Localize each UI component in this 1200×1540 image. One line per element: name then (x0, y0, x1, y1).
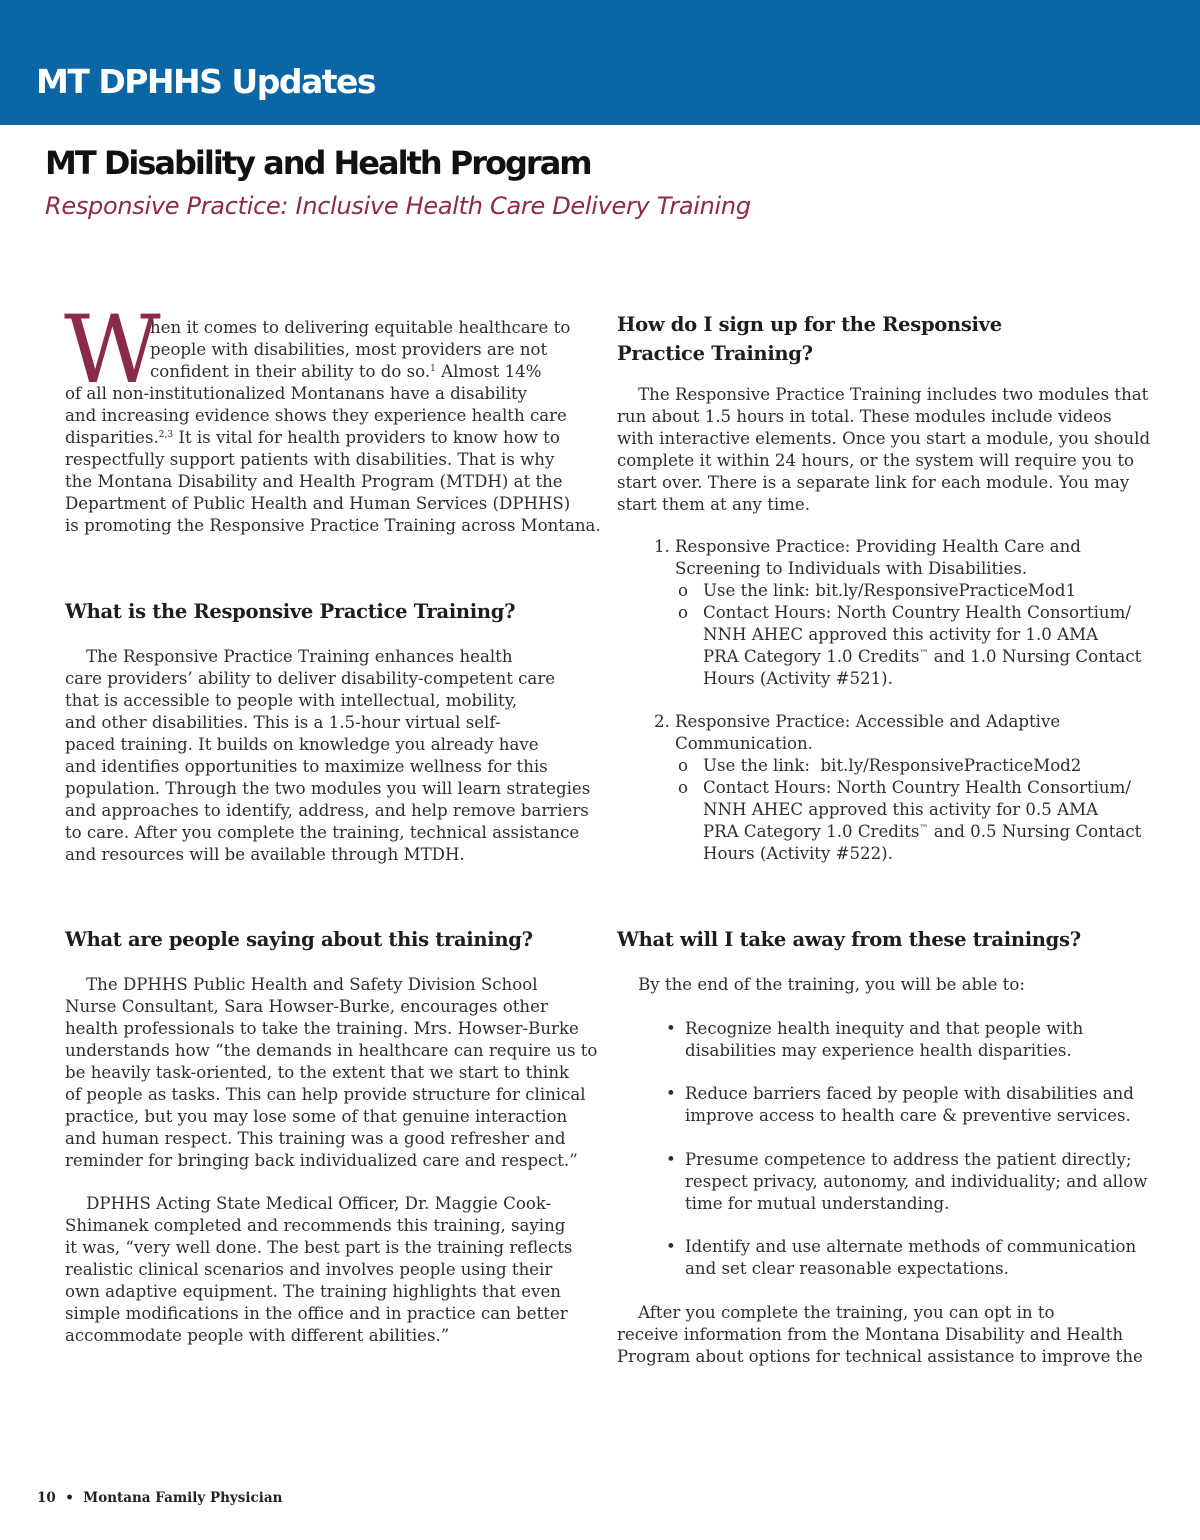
text-line: paced training. It builds on knowledge you already have (65, 735, 539, 754)
footer-separator: • (65, 1490, 74, 1506)
text-line: be heavily task-oriented, to the extent that we start to think (65, 1063, 570, 1082)
text-line: The DPHHS Public Health and Safety Division School (65, 975, 538, 994)
text-line: and human respect. This training was a good refresher and (65, 1129, 566, 1148)
footnote-ref: 1 (430, 364, 436, 374)
sub-bullet-marker: o (678, 756, 688, 775)
contact-hours-line: Contact Hours: North Country Health Consortium/ (703, 778, 1131, 797)
module-1 (617, 536, 1177, 690)
module-number: 1. (654, 537, 670, 556)
page-footer (37, 1490, 282, 1506)
text-line: run about 1.5 hours in total. These modules include videos (617, 407, 1112, 426)
text-line: accommodate people with different abilities.” (65, 1326, 450, 1345)
intro-paragraph (65, 317, 601, 537)
module-2 (617, 711, 1177, 865)
contact-hours-line: Contact Hours: North Country Health Consortium/ (703, 603, 1131, 622)
text-line: The Responsive Practice Training includes two modules that (617, 385, 1149, 404)
contact-hours-line: NNH AHEC approved this activity for 0.5 AMA (703, 800, 1099, 819)
text-line: start them at any time. (617, 495, 811, 514)
publication-name: Montana Family Physician (83, 1490, 283, 1506)
text-line: own adaptive equipment. The training highlights that even (65, 1282, 561, 1301)
contact-hours-line: Hours (Activity #521). (703, 669, 893, 688)
contact-hours-line: PRA Category 1.0 Credits™ and 1.0 Nursing Contact (703, 647, 1142, 666)
takeaway-bullet-4 (617, 1236, 1177, 1280)
module-title-line: Responsive Practice: Providing Health Care and (675, 537, 1081, 556)
heading-what-is: What is the Responsive Practice Training? (65, 600, 516, 623)
heading-sign-up: How do I sign up for the Responsive (617, 313, 1002, 336)
what-is-paragraph (65, 646, 595, 866)
footnote-ref: 2,3 (158, 430, 174, 440)
module-link[interactable]: Use the link: bit.ly/ResponsivePracticeMod1 (703, 581, 1077, 600)
text-line: Program about options for technical assistance to improve the (617, 1347, 1143, 1366)
intro-line: the Montana Disability and Health Program (MTDH) at the (65, 472, 563, 491)
article-subtitle: Responsive Practice: Inclusive Health Care Delivery Training (45, 192, 751, 220)
bullet-line: and set clear reasonable expectations. (685, 1259, 1009, 1278)
text-line: simple modifications in the office and in practice can better (65, 1304, 568, 1323)
intro-line: and increasing evidence shows they experience health care (65, 406, 567, 425)
intro-line: respectfully support patients with disabilities. That is why (65, 450, 555, 469)
bullet-line: improve access to health care & preventive services. (685, 1106, 1131, 1125)
text-line: reminder for bringing back individualized care and respect.” (65, 1151, 578, 1170)
text-line: The Responsive Practice Training enhances health (65, 647, 513, 666)
text-line: start over. There is a separate link for each module. You may (617, 473, 1130, 492)
page-number: 10 (37, 1490, 56, 1506)
intro-line: of all non-institutionalized Montanans have a disability (65, 384, 528, 403)
takeaway-intro (617, 974, 1177, 996)
text-line: realistic clinical scenarios and involves people using their (65, 1260, 553, 1279)
text-line: DPHHS Acting State Medical Officer, Dr. Maggie Cook- (65, 1194, 552, 1213)
text-line: of people as tasks. This can help provide structure for clinical (65, 1085, 586, 1104)
intro-line: hen it comes to delivering equitable healthcare to (150, 318, 571, 337)
bullet-line: disabilities may experience health disparities. (685, 1041, 1072, 1060)
banner-title: MT DPHHS Updates (36, 62, 376, 101)
bullet-line: Presume competence to address the patient directly; (685, 1150, 1132, 1169)
text-line: care providers’ ability to deliver disability-competent care (65, 669, 556, 688)
text-line: complete it within 24 hours, or the system will require you to (617, 451, 1134, 470)
module-title-line: Responsive Practice: Accessible and Adaptive (675, 712, 1061, 731)
text-line: health professionals to take the training. Mrs. Howser-Burke (65, 1019, 579, 1038)
takeaway-closing (617, 1302, 1177, 1368)
saying-paragraph-2 (65, 1193, 595, 1347)
text-line: and resources will be available through MTDH. (65, 845, 465, 864)
text-line: receive information from the Montana Disability and Health (617, 1325, 1124, 1344)
heading-takeaway: What will I take away from these trainings? (617, 928, 1081, 951)
bullet-marker: • (666, 1019, 676, 1038)
article-title: MT Disability and Health Program (45, 144, 591, 182)
heading-sign-up-2: Practice Training? (617, 342, 813, 365)
intro-line: is promoting the Responsive Practice Training across Montana. (65, 516, 601, 535)
module-number: 2. (654, 712, 670, 731)
intro-line: disparities.$^{2,3}$ It is vital for health providers to know how to (65, 428, 560, 447)
text-line: By the end of the training, you will be able to: (617, 975, 1025, 994)
text-line: Nurse Consultant, Sara Howser-Burke, encourages other (65, 997, 548, 1016)
bullet-line: respect privacy, autonomy, and individuality; and allow (685, 1172, 1148, 1191)
drop-cap: W (64, 296, 161, 405)
sub-bullet-marker: o (678, 581, 688, 600)
bullet-marker: • (666, 1150, 676, 1169)
sub-bullet-marker: o (678, 778, 688, 797)
module-link[interactable]: Use the link: bit.ly/ResponsivePracticeMod2 (703, 756, 1082, 775)
bullet-marker: • (666, 1084, 676, 1103)
takeaway-bullet-1 (617, 1018, 1177, 1062)
text-line: and identifies opportunities to maximize wellness for this (65, 757, 548, 776)
bullet-line: Recognize health inequity and that people with (685, 1019, 1084, 1038)
intro-line: confident in their ability to do so.$^1$ Almost 14% (150, 362, 542, 381)
text-line: and other disabilities. This is a 1.5-hour virtual self- (65, 713, 501, 732)
text-line: After you complete the training, you can opt in to (617, 1303, 1055, 1322)
bullet-line: Reduce barriers faced by people with disabilities and (685, 1084, 1134, 1103)
bullet-line: Identify and use alternate methods of communication (685, 1237, 1137, 1256)
header-banner (0, 0, 1200, 125)
contact-hours-line: NNH AHEC approved this activity for 1.0 AMA (703, 625, 1099, 644)
text-line: understands how “the demands in healthcare can require us to (65, 1041, 598, 1060)
saying-paragraph-1 (65, 974, 598, 1172)
text-line: Shimanek completed and recommends this training, saying (65, 1216, 566, 1235)
contact-hours-line: Hours (Activity #522). (703, 844, 893, 863)
intro-line: people with disabilities, most providers are not (150, 340, 548, 359)
module-title-line: Communication. (675, 734, 813, 753)
intro-line: Department of Public Health and Human Services (DPHHS) (65, 494, 571, 513)
trademark: ™ (919, 649, 929, 659)
heading-people-saying: What are people saying about this training? (65, 928, 533, 951)
text-line: it was, “very well done. The best part is the training reflects (65, 1238, 573, 1257)
text-line: that is accessible to people with intellectual, mobility, (65, 691, 518, 710)
text-line: practice, but you may lose some of that genuine interaction (65, 1107, 568, 1126)
sub-bullet-marker: o (678, 603, 688, 622)
text-line: and approaches to identify, address, and help remove barriers (65, 801, 589, 820)
sign-up-paragraph (617, 384, 1177, 516)
takeaway-bullet-2 (617, 1083, 1177, 1127)
text-line: with interactive elements. Once you start a module, you should (617, 429, 1151, 448)
takeaway-bullet-3 (617, 1149, 1177, 1215)
bullet-marker: • (666, 1237, 676, 1256)
bullet-line: time for mutual understanding. (685, 1194, 950, 1213)
text-line: to care. After you complete the training, technical assistance (65, 823, 580, 842)
trademark: ™ (919, 824, 929, 834)
text-line: population. Through the two modules you will learn strategies (65, 779, 591, 798)
module-title-line: Screening to Individuals with Disabilities. (675, 559, 1028, 578)
contact-hours-line: PRA Category 1.0 Credits™ and 0.5 Nursing Contact (703, 822, 1142, 841)
